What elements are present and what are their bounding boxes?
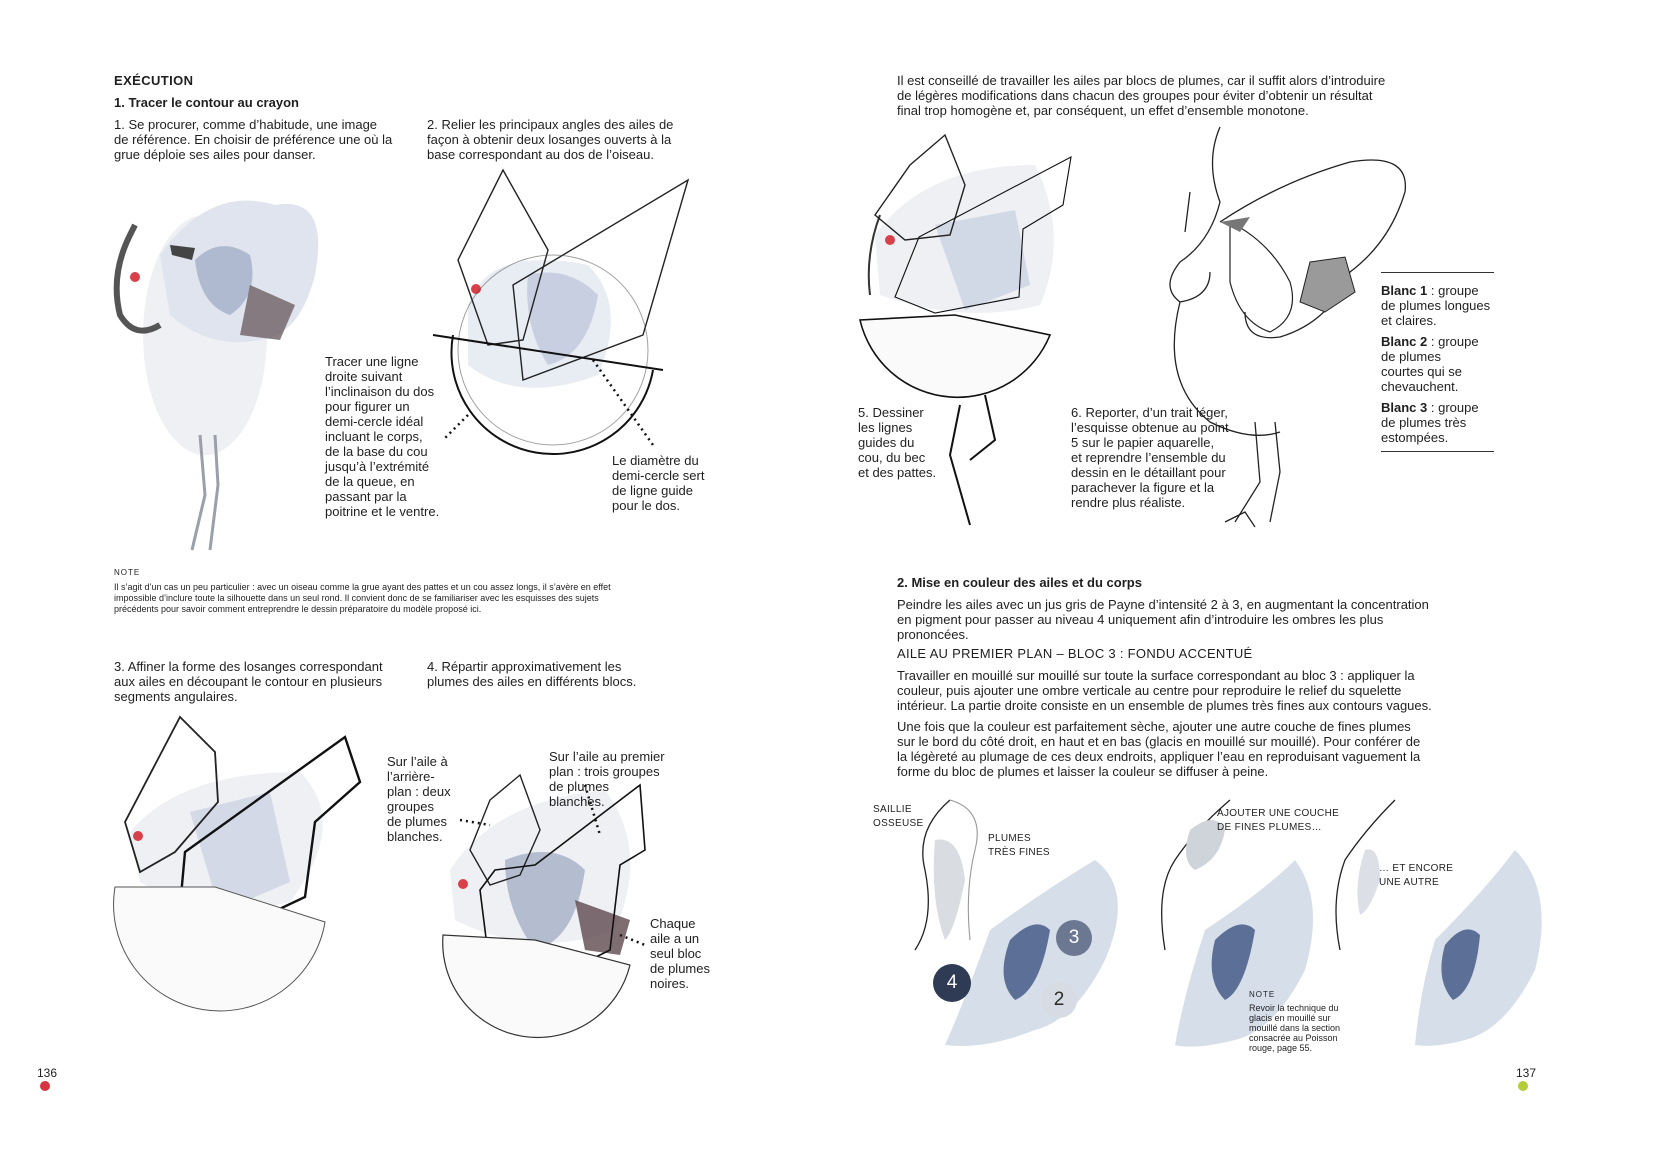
page-number-right: 137	[1516, 1066, 1537, 1080]
annotation-diameter: Le diamètre du demi-cercle sert de ligne guide pour le dos.	[612, 453, 705, 513]
legend-item-blanc2: Blanc 2 : groupe de plumes courtes qui se chevauchent.	[1381, 334, 1479, 394]
annotation-line: Tracer une ligne droite suivant l’inclinaison du dos pour figurer un demi-cercle idéal incluant le corps, de la base du cou jusqu’à l’extrémité de la queue, en passant par la poitrine et le ventre.	[325, 354, 440, 519]
paragraph-2: Travailler en mouillé sur mouillé sur toute la surface correspondant au bloc 3 : appliquer la couleur, puis ajouter une ombre verticale au centre pour reproduire le relief du squelette intérieur. La partie droite consiste en un ensemble de plumes très fines aux contours vagues.	[897, 668, 1432, 713]
page-dot-left	[40, 1081, 50, 1091]
annotation-front-wing: Sur l’aile au premier plan : trois groupes de plumes blanches.	[549, 749, 665, 809]
construction-diagram	[428, 165, 708, 485]
step1-text: 1. Se procurer, comme d’habitude, une image de référence. En choisir de préférence une où la grue déploie ses ailes pour danser.	[114, 117, 393, 162]
step6-text: 6. Reporter, d’un trait léger, l’esquisse obtenue au point 5 sur le papier aquarelle, et reprendre l’ensemble du dessin en le détaillant pour parachever la figure et la rendre plus réaliste.	[1071, 405, 1229, 510]
page-number-left: 136	[37, 1066, 58, 1080]
paragraph-3: Une fois que la couleur est parfaitement sèche, ajouter une autre couche de fines plumes sur le bord du côté droit, en haut et en bas (glacis en mouillé sur mouillé). Pour conférer de la légèreté au plumage de ces deux endroits, appliquer l’eau en reproduisant vaguement la forme du bloc de plumes et laisser la couleur se diffuser à peine.	[897, 719, 1421, 779]
intensity-3-badge: 3	[1056, 920, 1092, 956]
annotation-black-block: Chaque aile a un seul bloc de plumes noires.	[650, 916, 710, 991]
intensity-2-badge: 2	[1041, 982, 1077, 1018]
note-text-right: Revoir la technique du glacis en mouillé sur mouillé dans la section consacrée au Poisson rouge, page 55.	[1249, 1003, 1341, 1053]
note-label-left: NOTE	[114, 568, 141, 577]
annotation-back-wing: Sur l’aile à l’arrière- plan : deux groupes de plumes blanches.	[387, 754, 451, 844]
step4-text: 4. Répartir approximativement les plumes des ailes en différents blocs.	[427, 659, 637, 689]
label-ajouter: AJOUTER UNE COUCHE DE FINES PLUMES…	[1217, 808, 1340, 833]
note-text-left: Il s’agit d’un cas un peu particulier : avec un oiseau comme la grue ayant des pattes et un cou assez longs, il s’avère en effet impossible d’inclure toute la silhouette dans un seul rond. Il convient donc de se familiariser avec les esquisses des sujets précédents pour savoir comment entreprendre le dessin préparatoire du modèle proposé ici.	[114, 582, 611, 614]
label-saillie: SAILLIE OSSEUSE	[873, 804, 924, 829]
label-encore: … ET ENCORE UNE AUTRE	[1379, 863, 1454, 888]
step3-text: 3. Affiner la forme des losanges correspondant aux ailes en découpant le contour en plusieurs segments angulaires.	[114, 659, 383, 704]
wing-watercolor-studies	[875, 790, 1575, 1090]
legend	[1381, 283, 1496, 445]
note-label-right: NOTE	[1249, 990, 1276, 999]
legend-bottom-rule	[1381, 451, 1494, 452]
legend-item-blanc3: Blanc 3 : groupe de plumes très estompées.	[1381, 400, 1479, 445]
legend-top-rule	[1381, 272, 1494, 273]
step5-text: 5. Dessiner les lignes guides du cou, du bec et des pattes.	[858, 405, 937, 480]
step2-text: 2. Relier les principaux angles des ailes de façon à obtenir deux losanges ouverts à la base correspondant au dos de l’oiseau.	[427, 117, 674, 162]
step2-color-title: 2. Mise en couleur des ailes et du corps	[897, 575, 1142, 590]
legend-item-blanc1: Blanc 1 : groupe de plumes longues et claires.	[1381, 283, 1491, 328]
reference-crane-illustration	[100, 165, 330, 555]
refined-wings-diagram	[100, 712, 370, 1012]
intensity-4-badge: 4	[933, 964, 971, 1002]
page-dot-right	[1518, 1081, 1528, 1091]
label-plumes: PLUMES TRÈS FINES	[988, 833, 1050, 858]
paragraph-1: Peindre les ailes avec un jus gris de Payne d’intensité 2 à 3, en augmentant la concentration en pigment pour passer au niveau 4 uniquement afin d’introduire les ombres les plus prononcées.	[897, 597, 1429, 642]
right-intro: Il est conseillé de travailler les ailes par blocs de plumes, car il suffit alors d’introduire de légères modifications dans chacun des groupes pour éviter d’obtenir un résultat final trop homogène et, par conséquent, un effet d’ensemble monotone.	[897, 73, 1386, 118]
step1-title: 1. Tracer le contour au crayon	[114, 95, 299, 110]
section-title: EXÉCUTION	[114, 73, 194, 88]
subheading: AILE AU PREMIER PLAN – BLOC 3 : FONDU ACCENTUÉ	[897, 646, 1253, 661]
